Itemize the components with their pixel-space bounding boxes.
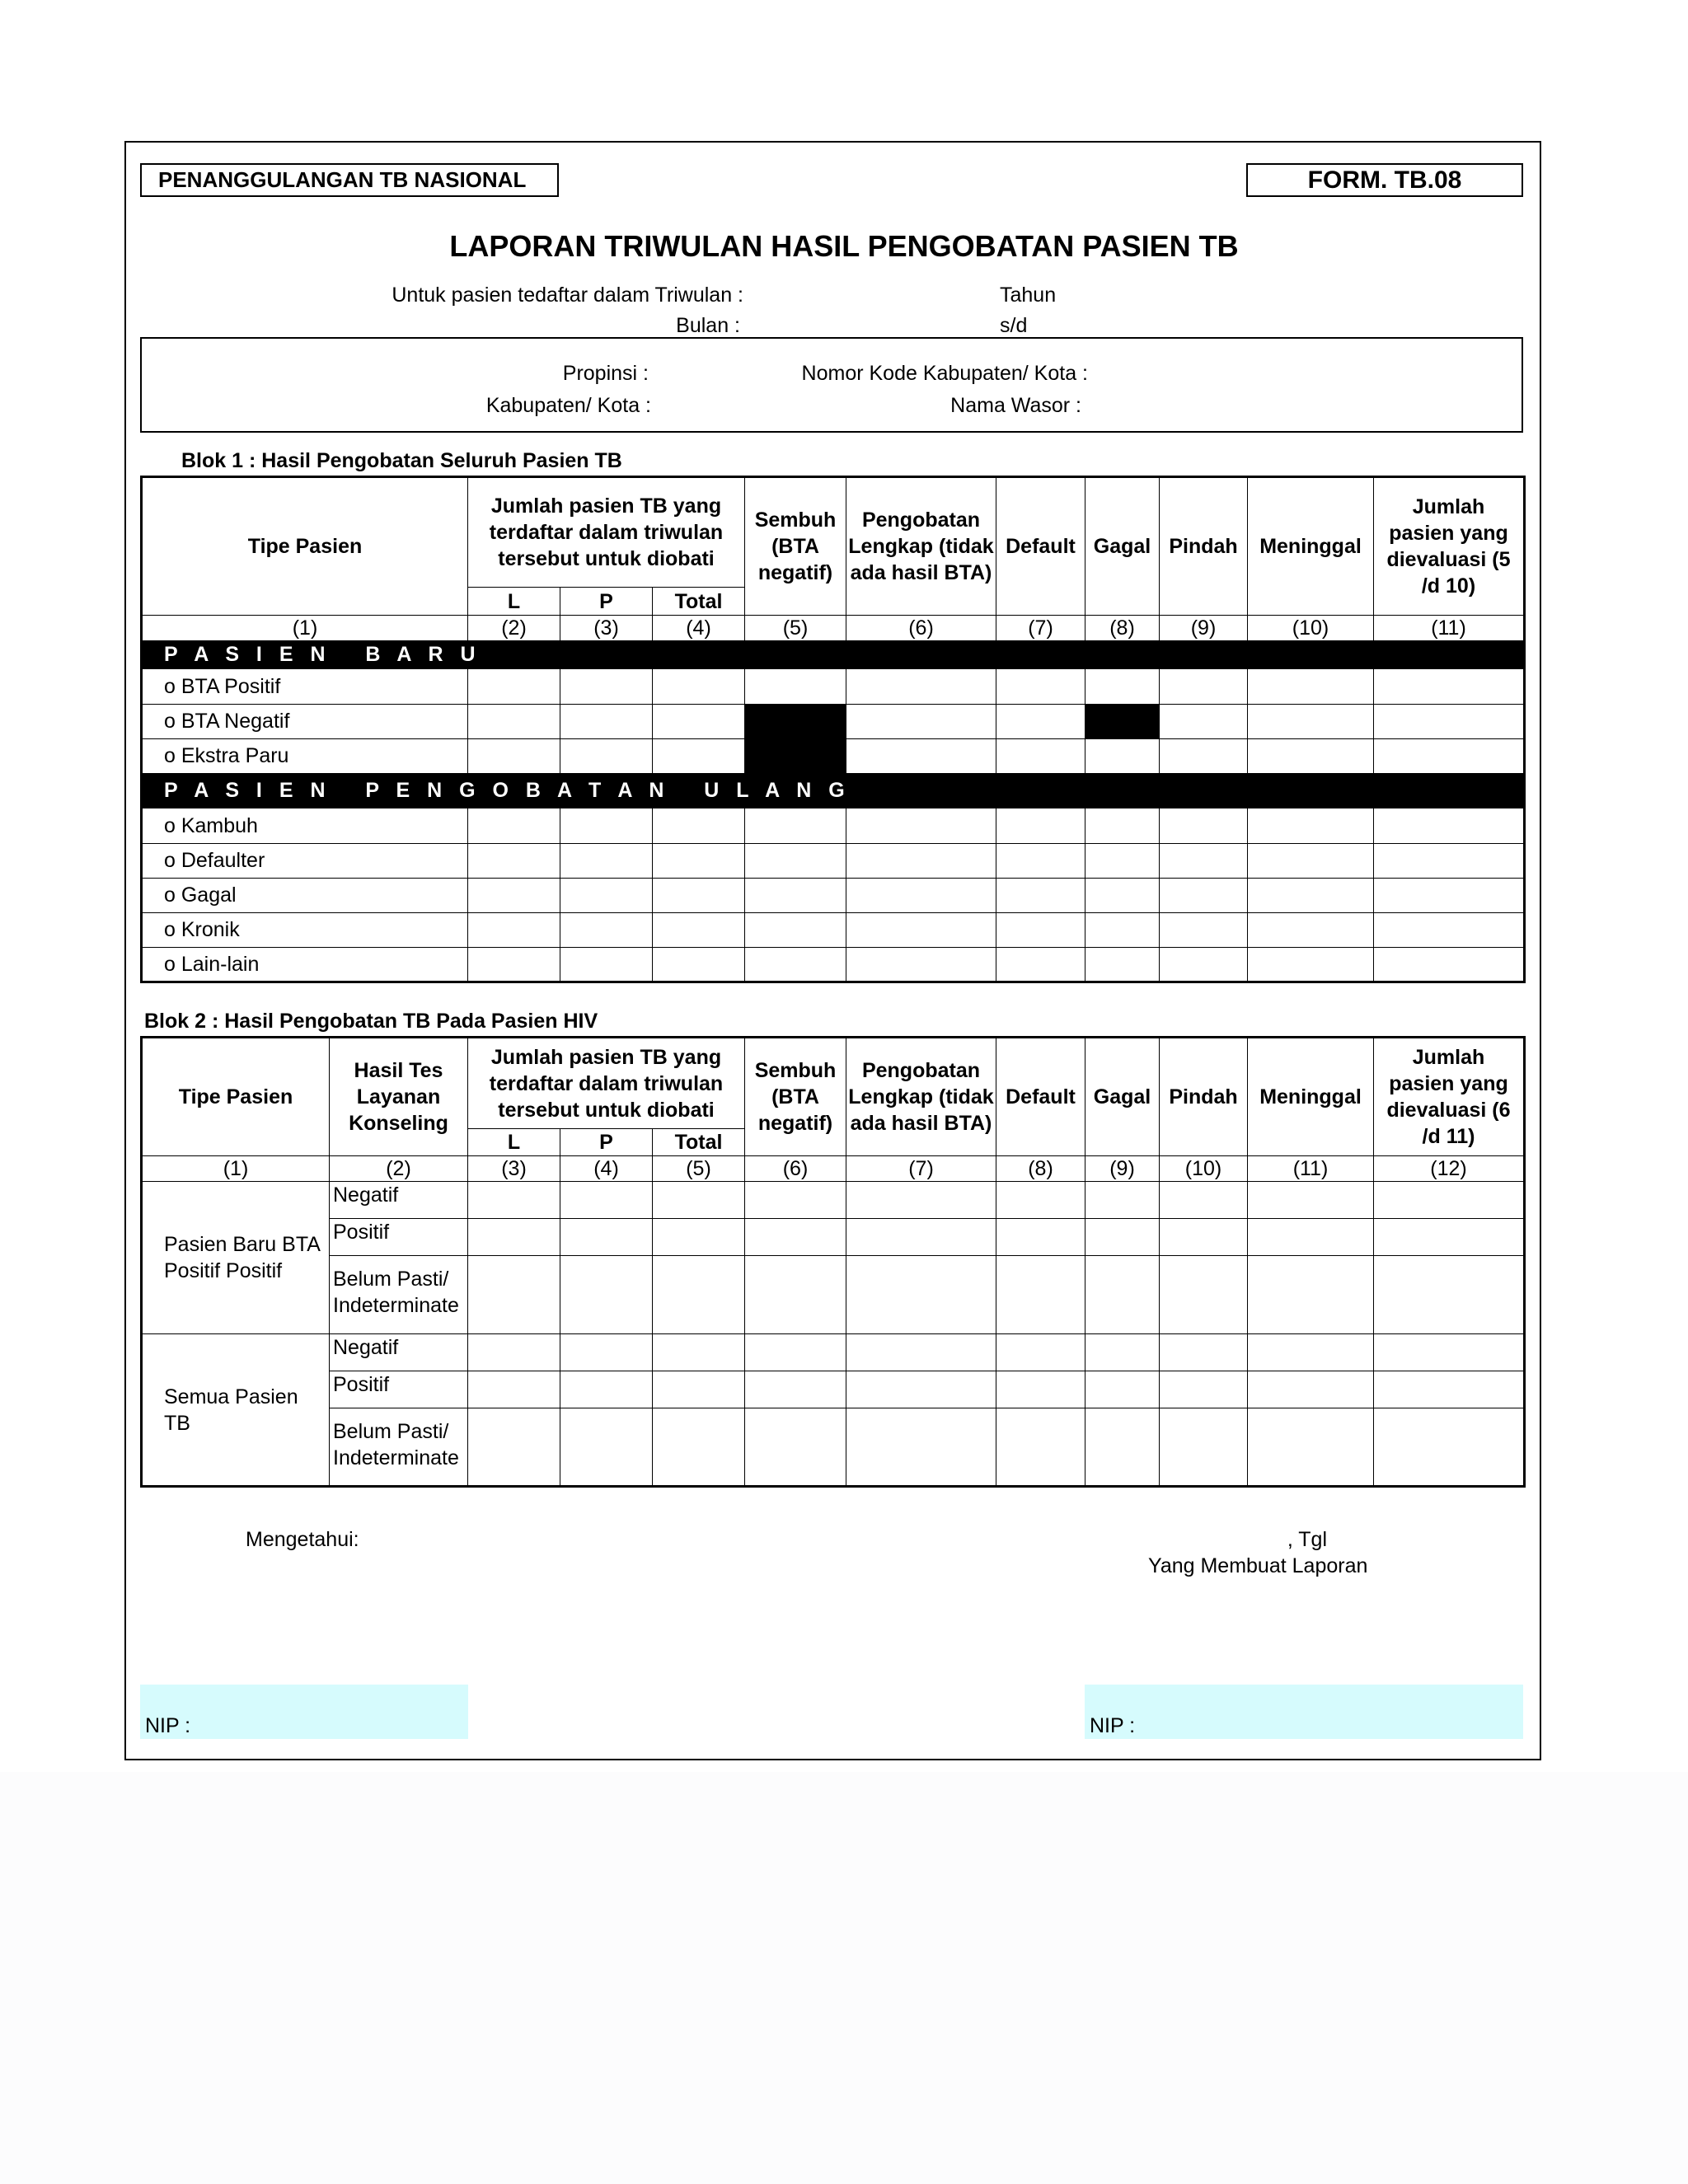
table-cell[interactable] [745,1219,846,1256]
table-cell[interactable] [1160,1408,1248,1487]
table-cell[interactable] [1085,1408,1160,1487]
row-label: o Lain-lain [142,948,468,982]
table-cell[interactable] [1160,705,1248,739]
table-cell[interactable] [1160,844,1248,879]
table-cell[interactable] [468,1371,560,1408]
table-cell[interactable] [468,913,560,948]
header-jumlah-terdaftar: Jumlah pasien TB yang terdaftar dalam triwulan tersebut untuk diobati [468,477,745,588]
table-cell[interactable] [996,739,1085,774]
table-cell[interactable] [1085,1182,1160,1219]
table-cell[interactable] [1160,1256,1248,1334]
column-number: (9) [1085,1156,1160,1182]
blok1-table [140,476,1526,983]
table-cell[interactable] [745,879,846,913]
table-cell[interactable] [846,669,996,705]
header-meninggal: Meninggal [1248,1038,1374,1156]
table-cell[interactable] [846,1182,996,1219]
table-cell[interactable] [1248,1182,1374,1219]
table-cell[interactable] [846,844,996,879]
table-cell[interactable] [1374,705,1525,739]
table-cell[interactable] [1374,1182,1525,1219]
column-number: (11) [1374,616,1525,641]
table-cell[interactable] [1160,808,1248,844]
table-row [142,1219,1525,1256]
table-cell[interactable] [846,1334,996,1371]
row-label: o Kronik [142,913,468,948]
triwulan-label: Untuk pasien tedaftar dalam Triwulan : [392,284,743,307]
header-total: Total [653,588,745,616]
blocked-cell [1085,705,1160,739]
table-cell[interactable] [1085,1334,1160,1371]
header-gagal: Gagal [1085,1038,1160,1156]
table-cell[interactable] [560,1219,653,1256]
table-cell[interactable] [468,1334,560,1371]
header-default: Default [996,477,1085,616]
header-l: L [468,1129,560,1156]
column-number: (1) [142,616,468,641]
table-cell[interactable] [1374,1408,1525,1487]
table-cell[interactable] [1374,1219,1525,1256]
table-cell[interactable] [745,808,846,844]
table-cell[interactable] [1085,1219,1160,1256]
table-cell[interactable] [1160,1371,1248,1408]
table-cell[interactable] [560,1182,653,1219]
table-cell[interactable] [996,844,1085,879]
table-cell[interactable] [1248,844,1374,879]
table-cell[interactable] [1160,1219,1248,1256]
sub-label: Negatif [330,1182,468,1219]
sub-label: Positif [330,1219,468,1256]
header-default: Default [996,1038,1085,1156]
table-cell[interactable] [1160,948,1248,982]
table-cell[interactable] [468,1408,560,1487]
page-background-lower [0,1772,1688,2184]
header-meninggal: Meninggal [1248,477,1374,616]
header-jumlah-terdaftar: Jumlah pasien TB yang terdaftar dalam triwulan tersebut untuk diobati [468,1038,745,1129]
table-cell[interactable] [653,1334,745,1371]
propinsi-label: Propinsi : [562,362,649,385]
row-label: o BTA Positif [142,669,468,705]
header-gagal: Gagal [1085,477,1160,616]
table-cell[interactable] [1085,808,1160,844]
table-cell[interactable] [996,948,1085,982]
column-number: (9) [1160,616,1248,641]
table-cell[interactable] [653,669,745,705]
table-row [142,913,1525,948]
table-cell[interactable] [468,1256,560,1334]
table-cell[interactable] [560,913,653,948]
table-cell[interactable] [653,1256,745,1334]
table-cell[interactable] [560,669,653,705]
table-cell[interactable] [996,1219,1085,1256]
table-cell[interactable] [1248,913,1374,948]
column-number: (3) [560,616,653,641]
column-number: (5) [653,1156,745,1182]
table-cell[interactable] [996,1334,1085,1371]
blok1-title: Blok 1 : Hasil Pengobatan Seluruh Pasien TB [181,449,622,472]
table-cell[interactable] [653,1408,745,1487]
column-number: (3) [468,1156,560,1182]
header-l: L [468,588,560,616]
table-row [142,705,1525,739]
table-cell[interactable] [1248,1334,1374,1371]
table-cell[interactable] [1160,913,1248,948]
form-code [1246,163,1523,197]
sd-label: s/d [1000,314,1028,337]
table-cell[interactable] [846,808,996,844]
column-number: (6) [846,616,996,641]
table-cell[interactable] [996,1256,1085,1334]
table-cell[interactable] [745,1182,846,1219]
table-cell[interactable] [653,879,745,913]
header-dievaluasi: Jumlah pasien yang dievaluasi (6 /d 11) [1374,1038,1525,1156]
table-cell[interactable] [996,808,1085,844]
nip-left-label: NIP : [145,1714,191,1737]
header-dievaluasi: Jumlah pasien yang dievaluasi (5 /d 10) [1374,477,1525,616]
form-code-text: FORM. TB.08 [1307,166,1462,194]
table-cell[interactable] [468,948,560,982]
table-cell[interactable] [653,808,745,844]
tahun-label: Tahun [1000,284,1057,307]
table-cell[interactable] [745,1371,846,1408]
table-cell[interactable] [653,1371,745,1408]
table-cell[interactable] [745,1334,846,1371]
table-row [142,808,1525,844]
column-number: (4) [560,1156,653,1182]
table-cell[interactable] [560,1256,653,1334]
table-cell[interactable] [653,844,745,879]
header-tipe-pasien: Tipe Pasien [142,1038,330,1156]
column-number: (12) [1374,1156,1525,1182]
column-number: (10) [1248,616,1374,641]
table-cell[interactable] [560,1334,653,1371]
table-cell[interactable] [1248,1408,1374,1487]
mengetahui-label: Mengetahui: [246,1528,359,1551]
table-cell[interactable] [1085,913,1160,948]
header-p: P [560,588,653,616]
group-label: Semua Pasien TB [142,1334,330,1487]
table-cell[interactable] [1085,844,1160,879]
table-cell[interactable] [560,948,653,982]
table-cell[interactable] [1085,879,1160,913]
table-row [142,1371,1525,1408]
table-cell[interactable] [560,1371,653,1408]
header-pindah: Pindah [1160,477,1248,616]
table-cell[interactable] [1374,808,1525,844]
table-cell[interactable] [996,1408,1085,1487]
header-total: Total [653,1129,745,1156]
table-row [142,844,1525,879]
table-cell[interactable] [1248,1256,1374,1334]
blok2-table [140,1036,1526,1488]
table-cell[interactable] [996,879,1085,913]
table-cell[interactable] [1374,669,1525,705]
table-cell[interactable] [996,1182,1085,1219]
table-cell[interactable] [560,879,653,913]
column-number: (4) [653,616,745,641]
blocked-cell [745,705,846,739]
table-cell[interactable] [653,1219,745,1256]
column-number: (8) [996,1156,1085,1182]
table-cell[interactable] [560,705,653,739]
table-cell[interactable] [1374,1371,1525,1408]
table-cell[interactable] [846,879,996,913]
table-cell[interactable] [1085,739,1160,774]
table-row [142,1256,1525,1334]
table-row [142,948,1525,982]
table-row [142,1182,1525,1219]
table-cell[interactable] [745,948,846,982]
table-cell[interactable] [846,913,996,948]
table-cell[interactable] [745,913,846,948]
table-cell[interactable] [1085,669,1160,705]
table-row [142,1408,1525,1487]
kode-kabupaten-label: Nomor Kode Kabupaten/ Kota : [801,362,1088,385]
table-cell[interactable] [1374,913,1525,948]
row-label: o Ekstra Paru [142,739,468,774]
table-cell[interactable] [1248,808,1374,844]
column-number: (6) [745,1156,846,1182]
table-cell[interactable] [846,705,996,739]
table-cell[interactable] [1248,1219,1374,1256]
table-cell[interactable] [468,879,560,913]
table-cell[interactable] [653,705,745,739]
table-cell[interactable] [468,739,560,774]
table-cell[interactable] [1160,1182,1248,1219]
table-row [142,669,1525,705]
table-cell[interactable] [560,1408,653,1487]
table-cell[interactable] [996,669,1085,705]
table-cell[interactable] [1374,948,1525,982]
program-label-text: PENANGGULANGAN TB NASIONAL [158,167,527,192]
bulan-label: Bulan : [676,314,740,337]
table-cell[interactable] [846,1371,996,1408]
table-cell[interactable] [846,739,996,774]
header-pindah: Pindah [1160,1038,1248,1156]
nip-left-field[interactable] [140,1685,468,1739]
table-cell[interactable] [653,1182,745,1219]
table-cell[interactable] [1248,1371,1374,1408]
column-number: (8) [1085,616,1160,641]
header-sembuh: Sembuh (BTA negatif) [745,477,846,616]
table-cell[interactable] [996,913,1085,948]
table-row [142,879,1525,913]
table-cell[interactable] [468,1182,560,1219]
table-cell[interactable] [468,844,560,879]
table-cell[interactable] [468,705,560,739]
table-cell[interactable] [560,808,653,844]
row-label: o Defaulter [142,844,468,879]
table-cell[interactable] [468,1219,560,1256]
nama-wasor-label: Nama Wasor : [950,394,1081,417]
table-cell[interactable] [468,808,560,844]
blok2-title: Blok 2 : Hasil Pengobatan TB Pada Pasien HIV [144,1010,598,1033]
pembuat-laporan-label: Yang Membuat Laporan [1148,1554,1368,1577]
table-cell[interactable] [653,948,745,982]
table-cell[interactable] [745,844,846,879]
blocked-cell [745,739,846,774]
sub-label: Negatif [330,1334,468,1371]
table-cell[interactable] [745,669,846,705]
section-pengobatan-ulang: P A S I E N P E N G O B A T A N U L A N G [142,774,1525,808]
nip-right-label: NIP : [1090,1714,1136,1737]
column-number: (5) [745,616,846,641]
program-label [140,163,559,197]
table-cell[interactable] [1160,1334,1248,1371]
tanggal-label: , Tgl [1287,1528,1327,1551]
row-label: o Kambuh [142,808,468,844]
table-cell[interactable] [745,1256,846,1334]
table-cell[interactable] [653,739,745,774]
column-number-row [142,616,1525,641]
table-cell[interactable] [1248,879,1374,913]
table-cell[interactable] [1248,669,1374,705]
header-hasil-tes: Hasil Tes Layanan Konseling [330,1038,468,1156]
kabupaten-label: Kabupaten/ Kota : [485,394,651,417]
column-number: (7) [846,1156,996,1182]
column-number: (10) [1160,1156,1248,1182]
table-cell[interactable] [1160,669,1248,705]
table-cell[interactable] [996,1371,1085,1408]
table-cell[interactable] [560,739,653,774]
header-tipe-pasien: Tipe Pasien [142,477,468,616]
column-number: (1) [142,1156,330,1182]
column-number: (11) [1248,1156,1374,1182]
row-label: o BTA Negatif [142,705,468,739]
table-cell[interactable] [1248,739,1374,774]
table-cell[interactable] [1374,879,1525,913]
table-cell[interactable] [1248,705,1374,739]
row-label: o Gagal [142,879,468,913]
group-label: Pasien Baru BTA Positif Positif [142,1182,330,1334]
table-cell[interactable] [560,844,653,879]
table-cell[interactable] [1160,879,1248,913]
sub-label: Positif [330,1371,468,1408]
table-cell[interactable] [745,1408,846,1487]
table-cell[interactable] [1374,1334,1525,1371]
table-cell[interactable] [1374,739,1525,774]
table-cell[interactable] [996,705,1085,739]
table-cell[interactable] [468,669,560,705]
column-number-row [142,1156,1525,1182]
table-cell[interactable] [1374,844,1525,879]
table-cell[interactable] [1248,948,1374,982]
table-cell[interactable] [1085,1256,1160,1334]
table-row [142,739,1525,774]
column-number: (2) [468,616,560,641]
table-cell[interactable] [846,1219,996,1256]
header-pengobatan-lengkap: Pengobatan Lengkap (tidak ada hasil BTA) [846,1038,996,1156]
nip-right-field[interactable] [1085,1685,1523,1739]
header-p: P [560,1129,653,1156]
table-cell[interactable] [846,948,996,982]
table-cell[interactable] [846,1408,996,1487]
table-cell[interactable] [653,913,745,948]
sub-label: Belum Pasti/ Indeterminate [330,1256,468,1334]
column-number: (7) [996,616,1085,641]
table-cell[interactable] [1160,739,1248,774]
table-row [142,1334,1525,1371]
page-title: LAPORAN TRIWULAN HASIL PENGOBATAN PASIEN TB [449,229,1239,263]
table-cell[interactable] [1085,948,1160,982]
sub-label: Belum Pasti/ Indeterminate [330,1408,468,1487]
header-pengobatan-lengkap: Pengobatan Lengkap (tidak ada hasil BTA) [846,477,996,616]
column-number: (2) [330,1156,468,1182]
table-cell[interactable] [1374,1256,1525,1334]
header-sembuh: Sembuh (BTA negatif) [745,1038,846,1156]
section-pasien-baru: P A S I E N B A R U [142,641,1525,669]
table-cell[interactable] [1085,1371,1160,1408]
table-cell[interactable] [846,1256,996,1334]
